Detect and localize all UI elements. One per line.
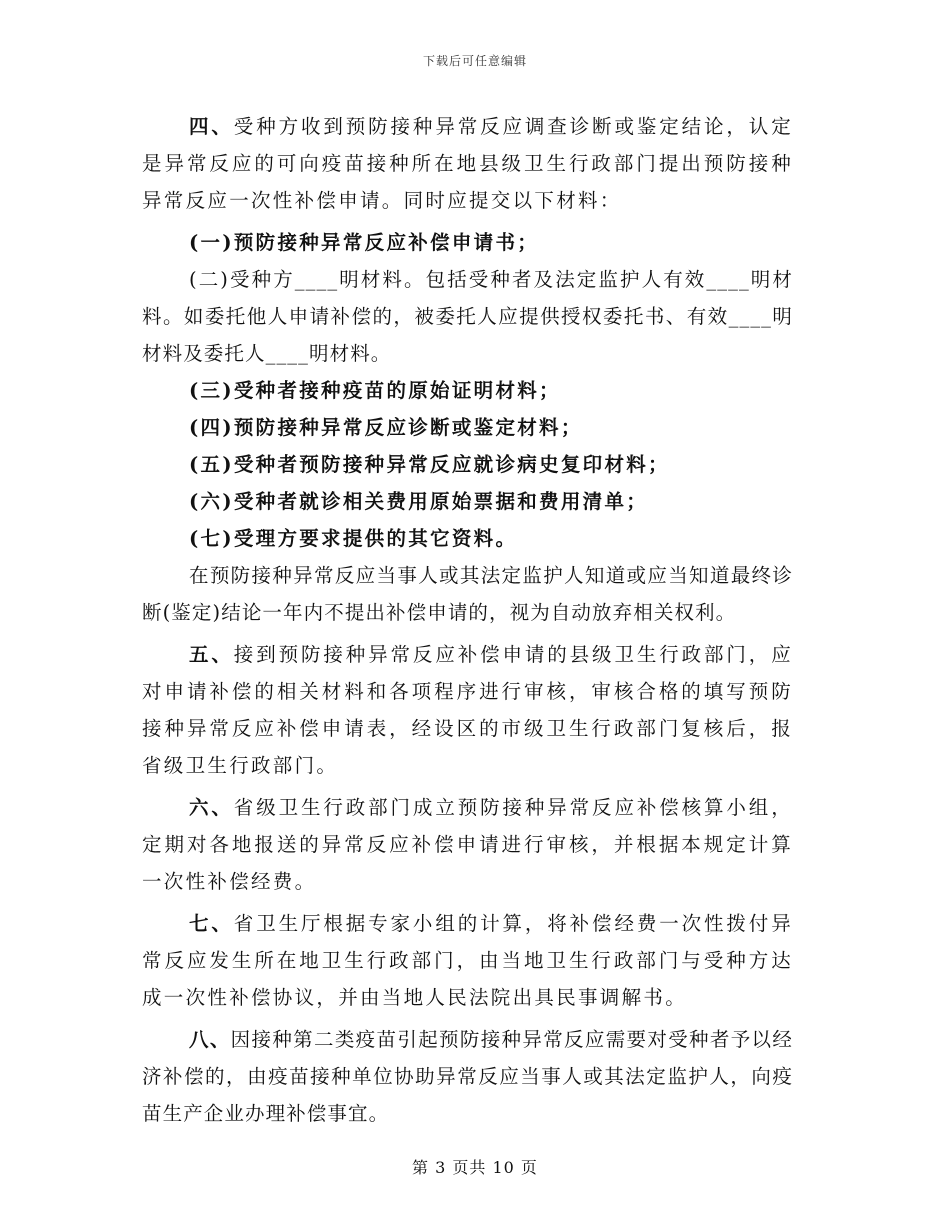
section-7-number: 七、 xyxy=(189,912,234,935)
list-item-3: (三)受种者接种疫苗的原始证明材料； xyxy=(189,379,561,402)
section-8-number: 八、 xyxy=(189,1028,231,1051)
section-8-paragraph xyxy=(142,1021,793,1132)
section-5-number: 五、 xyxy=(189,643,234,666)
document-body xyxy=(142,108,793,1137)
section-7-text: 省卫生厅根据专家小组的计算，将补偿经费一次性拨付异常反应发生所在地卫生行政部门，由当地卫生行政部门与受种方达成一次性补偿协议，并由当地人民法院出具民事调解书。 xyxy=(142,912,793,1009)
section-6-number: 六、 xyxy=(189,796,234,819)
deadline-note-paragraph: 在预防接种异常反应当事人或其法定监护人知道或应当知道最终诊断(鉴定)结论一年内不提出补偿申请的，视为自动放弃相关权利。 xyxy=(142,564,793,624)
section-4-text: 受种方收到预防接种异常反应调查诊断或鉴定结论，认定是异常反应的可向疫苗接种所在地县级卫生行政部门提出预防接种异常反应一次性补偿申请。同时应提交以下材料： xyxy=(142,115,793,212)
page-number: 第 3 页共 10 页 xyxy=(412,1158,538,1177)
section-8-text: 因接种第二类疫苗引起预防接种异常反应需要对受种者予以经济补偿的，由疫苗接种单位协助异常反应当事人或其法定监护人，向疫苗生产企业办理补偿事宜。 xyxy=(142,1028,793,1125)
section-5-text: 接到预防接种异常反应补偿申请的县级卫生行政部门，应对申请补偿的相关材料和各项程序进行审核，审核合格的填写预防接种异常反应补偿申请表，经设区的市级卫生行政部门复核后，报省级卫生行政部门。 xyxy=(142,643,793,777)
list-item-7: (七)受理方要求提供的其它资料。 xyxy=(189,527,518,550)
section-4-paragraph xyxy=(142,108,793,219)
list-item-2: (二)受种方____明材料。包括受种者及法定监护人有效____明材料。如委托他人申请补偿的，被委托人应提供授权委托书、有效____明材料及委托人____明材料。 xyxy=(142,268,793,365)
list-item-1: (一)预防接种异常反应补偿申请书； xyxy=(189,231,540,254)
header-note: 下载后可任意编辑 xyxy=(422,54,527,68)
section-7-paragraph xyxy=(142,905,793,1016)
list-item-6: (六)受种者就诊相关费用原始票据和费用清单； xyxy=(189,490,649,513)
list-item-5: (五)受种者预防接种异常反应就诊病史复印材料； xyxy=(189,453,670,476)
list-item-4: (四)预防接种异常反应诊断或鉴定材料； xyxy=(189,416,583,439)
section-4-number: 四、 xyxy=(189,115,234,138)
section-6-text: 省级卫生行政部门成立预防接种异常反应补偿核算小组，定期对各地报送的异常反应补偿申请进行审核，并根据本规定计算一次性补偿经费。 xyxy=(142,796,793,893)
section-6-paragraph xyxy=(142,789,793,900)
section-5-paragraph xyxy=(142,636,793,784)
